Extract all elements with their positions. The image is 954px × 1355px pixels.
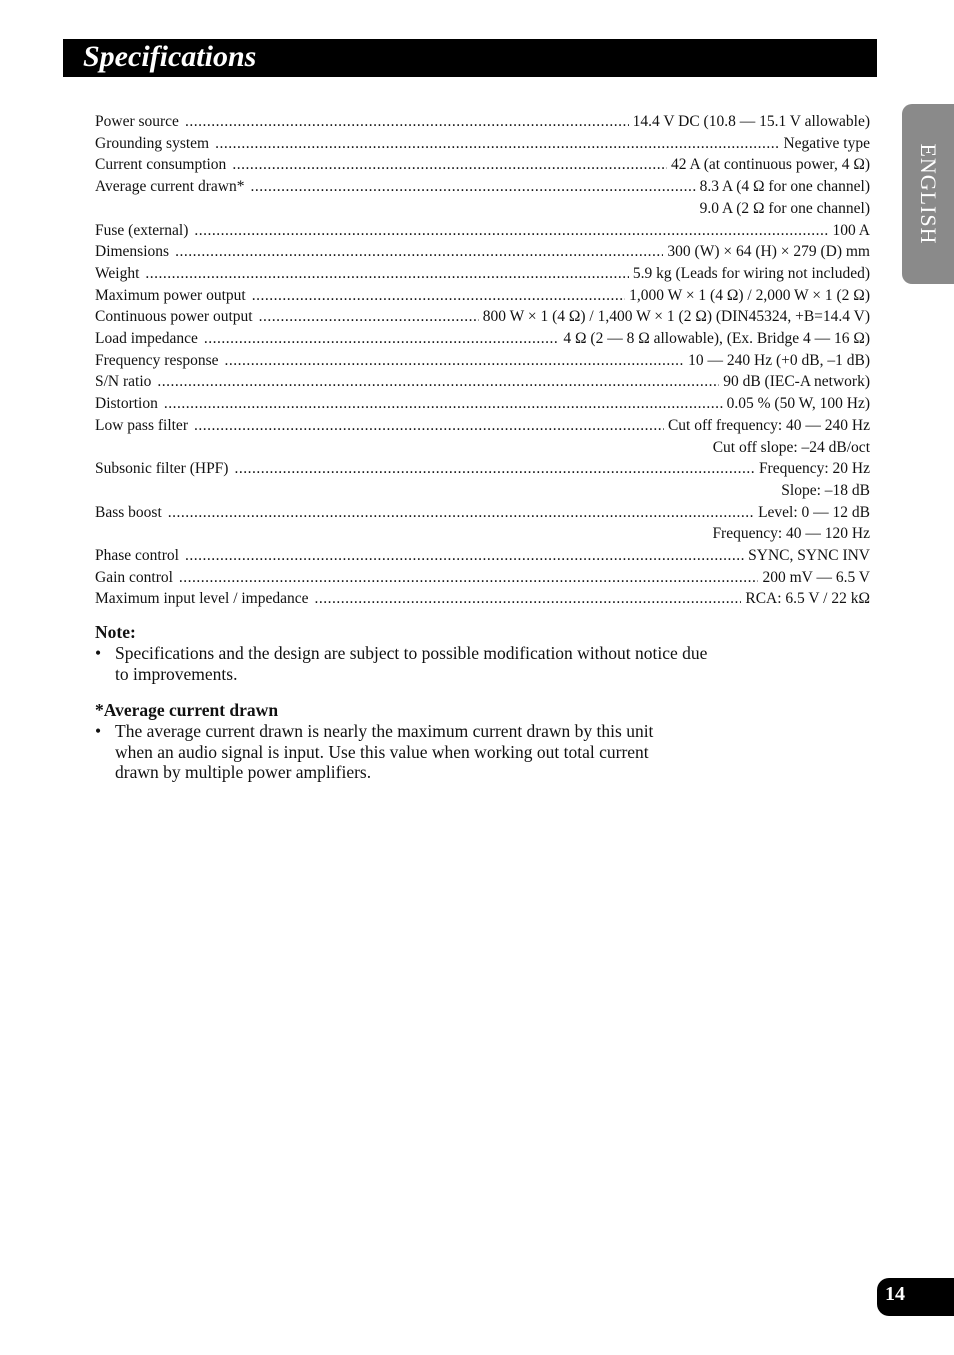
leader-dots [145, 263, 628, 285]
spec-value-continued: Cut off slope: –24 dB/oct [712, 438, 870, 456]
leader-dots [259, 306, 479, 328]
spec-row [95, 154, 870, 176]
spec-row [95, 111, 870, 133]
spec-label: Load impedance [95, 330, 198, 348]
page-title: Specifications [83, 40, 257, 73]
spec-row [95, 263, 870, 285]
spec-label: Fuse (external) [95, 221, 189, 239]
spec-value: Level: 0 — 12 dB [758, 503, 870, 521]
leader-dots [234, 458, 754, 480]
spec-label: Phase control [95, 547, 179, 565]
spec-label: Average current drawn* [95, 178, 245, 196]
spec-row [95, 393, 870, 415]
spec-row [95, 458, 870, 480]
page-number: 14 [885, 1283, 905, 1305]
leader-dots [185, 545, 744, 567]
spec-label: Continuous power output [95, 308, 253, 326]
spec-value: 4 Ω (2 — 8 Ω allowable), (Ex. Bridge 4 — 16 Ω) [563, 330, 870, 348]
spec-value: 5.9 kg (Leads for wiring not included) [632, 264, 870, 282]
language-tab-label: ENGLISH [916, 143, 941, 245]
note-section [95, 622, 715, 684]
spec-label: Gain control [95, 568, 173, 586]
spec-row [95, 306, 870, 328]
spec-value: 14.4 V DC (10.8 — 15.1 V allowable) [632, 113, 870, 130]
spec-row [95, 241, 870, 263]
spec-label: Frequency response [95, 351, 219, 369]
spec-value-continued: Slope: –18 dB [781, 481, 870, 499]
leader-dots [252, 285, 625, 307]
leader-dots [215, 133, 779, 155]
spec-row [95, 415, 870, 437]
spec-value: Frequency: 20 Hz [758, 460, 870, 478]
spec-value: 100 A [832, 221, 870, 239]
leader-dots [194, 415, 664, 437]
spec-value-continued: Frequency: 40 — 120 Hz [712, 525, 870, 543]
leader-dots [232, 154, 667, 176]
spec-value: 200 mV — 6.5 V [762, 568, 870, 586]
leader-dots [185, 111, 629, 133]
leader-dots [315, 588, 742, 610]
spec-value: 0.05 % (50 W, 100 Hz) [726, 395, 870, 413]
spec-label: Maximum power output [95, 286, 246, 304]
spec-value: 8.3 A (4 Ω for one channel) [699, 178, 870, 196]
spec-label: Grounding system [95, 134, 210, 152]
spec-value: 10 — 240 Hz (+0 dB, –1 dB) [688, 351, 870, 369]
leader-dots [168, 502, 754, 524]
spec-row [95, 285, 870, 307]
spec-row [95, 502, 870, 524]
note-bullet [95, 643, 715, 685]
spec-label: Power source [95, 113, 179, 130]
spec-row [95, 328, 870, 350]
spec-value: 90 dB (IEC-A network) [723, 373, 870, 391]
leader-dots [225, 350, 685, 372]
spec-value: RCA: 6.5 V / 22 kΩ [745, 590, 870, 608]
note-heading: Note: [95, 622, 136, 642]
average-note-text: The average current drawn is nearly the maximum current drawn by this unit when an audio signal is input. Use this value when working out total current drawn by multiple power amplifiers. [115, 720, 654, 783]
language-tab [902, 104, 954, 284]
spec-value: 1,000 W × 1 (4 Ω) / 2,000 W × 1 (2 Ω) [629, 286, 870, 304]
average-note-bullet [95, 721, 695, 783]
spec-label: Subsonic filter (HPF) [95, 460, 229, 478]
spec-value: 42 A (at continuous power, 4 Ω) [670, 156, 870, 174]
bullet-marker: • [95, 720, 102, 741]
spec-value: 300 (W) × 64 (H) × 279 (D) mm [667, 243, 870, 261]
spec-row [95, 588, 870, 610]
spec-row [95, 133, 870, 155]
spec-row [95, 176, 870, 198]
spec-value: SYNC, SYNC INV [748, 547, 870, 565]
spec-value-continued: 9.0 A (2 Ω for one channel) [699, 199, 870, 217]
leader-dots [179, 567, 759, 589]
page-number-tab [877, 1278, 954, 1316]
spec-label: Weight [95, 264, 140, 282]
specifications-list [95, 111, 870, 610]
spec-label: Maximum input level / impedance [95, 590, 309, 608]
leader-dots [250, 176, 695, 198]
spec-row [95, 545, 870, 567]
leader-dots [157, 371, 719, 393]
leader-dots [204, 328, 560, 350]
spec-label: Distortion [95, 395, 158, 413]
spec-row [95, 371, 870, 393]
leader-dots [194, 220, 828, 242]
spec-label: S/N ratio [95, 373, 152, 391]
spec-label: Bass boost [95, 503, 162, 521]
spec-row [95, 350, 870, 372]
leader-dots [164, 393, 723, 415]
bullet-marker: • [95, 642, 102, 663]
spec-value: Negative type [783, 134, 870, 152]
spec-label: Low pass filter [95, 416, 188, 434]
spec-label: Current consumption [95, 156, 227, 174]
spec-label: Dimensions [95, 243, 170, 261]
spec-row [95, 220, 870, 242]
spec-value: Cut off frequency: 40 — 240 Hz [667, 416, 870, 434]
spec-value: 800 W × 1 (4 Ω) / 1,400 W × 1 (2 Ω) (DIN45324, +B=14.4 V) [482, 308, 870, 326]
average-note-heading: *Average current drawn [95, 700, 279, 720]
spec-row [95, 567, 870, 589]
average-note-section [95, 700, 695, 783]
note-text: Specifications and the design are subject to possible modification without notice due to improvements. [115, 642, 708, 684]
leader-dots [175, 241, 663, 263]
title-bar [63, 39, 877, 77]
